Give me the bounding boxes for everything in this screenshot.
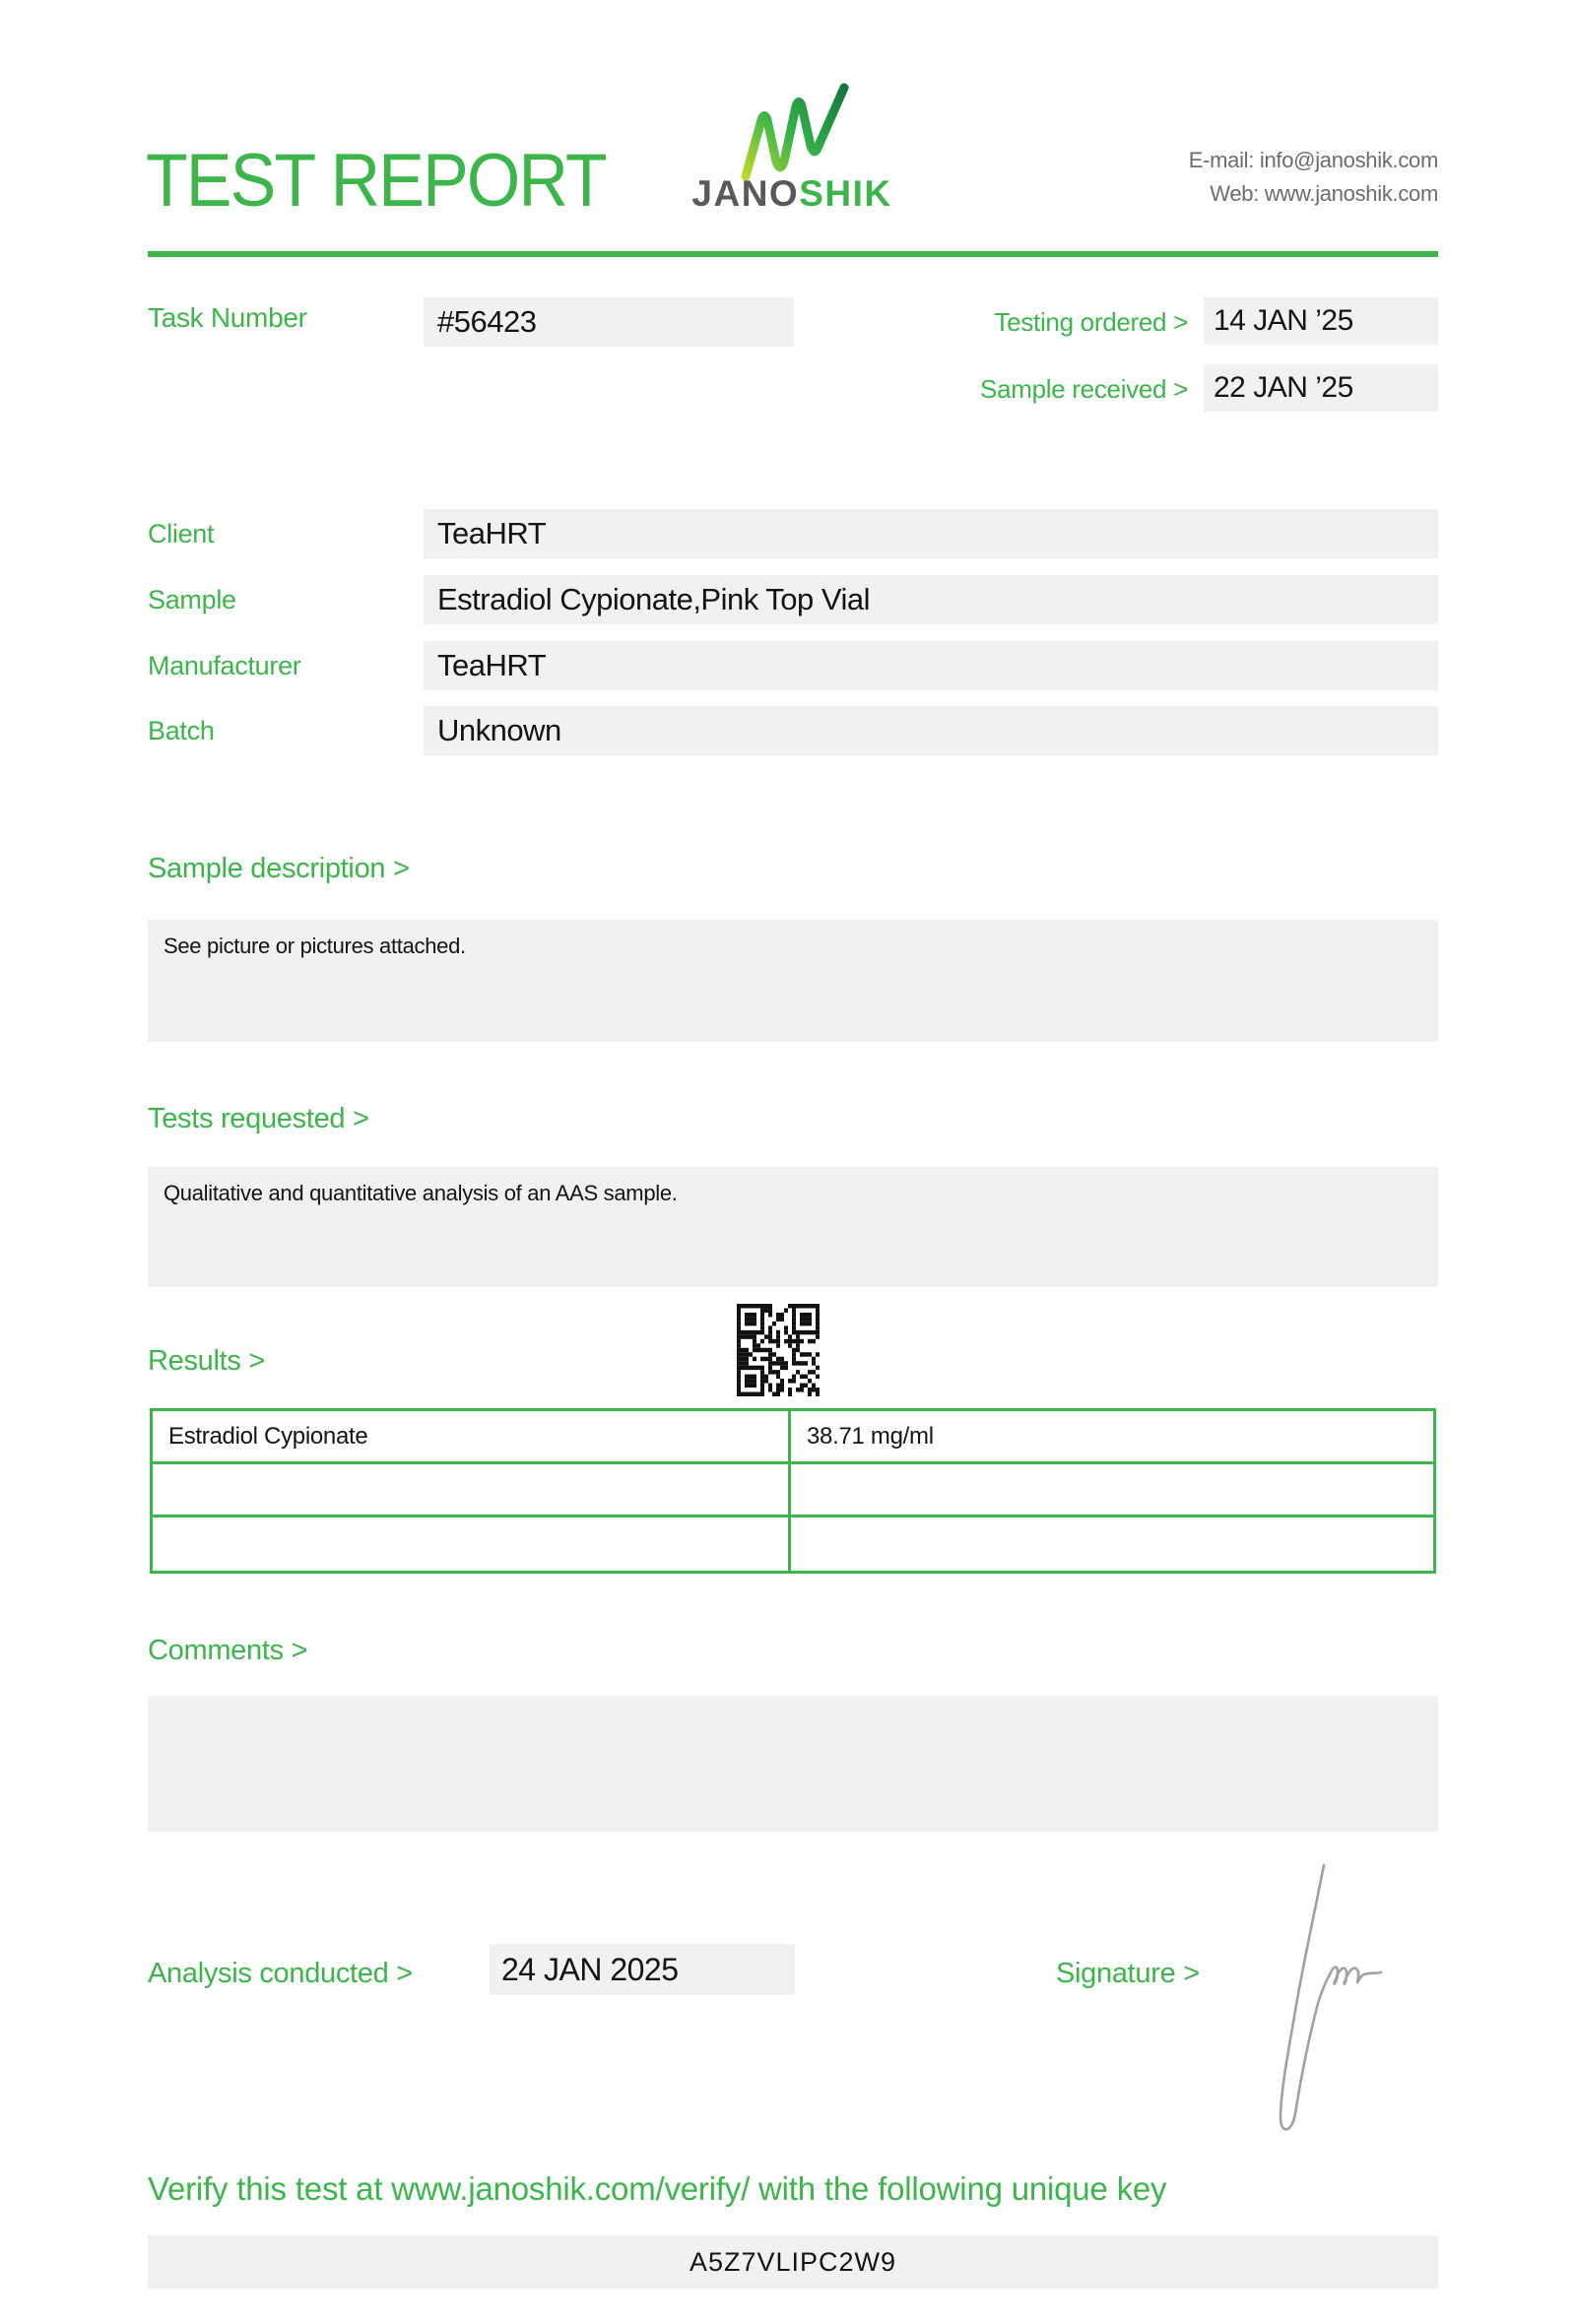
- tests-requested-box: [148, 1167, 1438, 1287]
- verify-instruction: Verify this test at www.janoshik.com/verify/ with the following unique key: [148, 2170, 1167, 2207]
- results-heading: Results >: [148, 1345, 265, 1377]
- testing-ordered-date: 14 JAN ’25: [1214, 304, 1353, 337]
- verify-key: A5Z7VLIPC2W9: [689, 2246, 897, 2277]
- comments-heading: Comments >: [148, 1635, 308, 1666]
- result-analyte-cell: [153, 1517, 791, 1571]
- result-analyte-cell: Estradiol Cypionate: [153, 1411, 791, 1464]
- page-title: TEST REPORT: [146, 139, 606, 223]
- analysis-date: 24 JAN 2025: [501, 1951, 679, 1987]
- sample-description-text: See picture or pictures attached.: [164, 934, 466, 958]
- manufacturer-value: TeaHRT: [437, 648, 547, 682]
- result-analyte-cell: [153, 1464, 791, 1517]
- signature-label: Signature >: [1056, 1958, 1200, 1989]
- manufacturer-label: Manufacturer: [148, 651, 301, 680]
- tests-requested-text: Qualitative and quantitative analysis of an AAS sample.: [164, 1181, 678, 1205]
- results-table: [150, 1408, 1436, 1574]
- result-value-cell: [791, 1464, 1433, 1517]
- sample-description-heading: Sample description >: [148, 853, 410, 884]
- result-value-cell: [791, 1517, 1433, 1571]
- batch-value: Unknown: [437, 713, 561, 747]
- verify-key-box: [148, 2235, 1438, 2289]
- sample-value: Estradiol Cypionate,Pink Top Vial: [437, 582, 871, 616]
- sample-received-label: Sample received >: [980, 374, 1188, 404]
- analysis-conducted-label: Analysis conducted >: [148, 1958, 413, 1989]
- contact-web: Web: www.janoshik.com: [1210, 181, 1438, 206]
- brand-shik: SHIK: [799, 173, 892, 214]
- task-number-label: Task Number: [148, 302, 307, 333]
- task-number-value: #56423: [437, 304, 537, 339]
- sample-label: Sample: [148, 585, 236, 614]
- task-number-box: [424, 297, 794, 347]
- qr-code: [737, 1304, 820, 1396]
- comments-box: [148, 1696, 1438, 1832]
- contact-email: E-mail: info@janoshik.com: [1188, 148, 1438, 172]
- client-value: TeaHRT: [437, 516, 547, 550]
- header-divider: [148, 251, 1438, 257]
- testing-ordered-box: [1204, 297, 1438, 345]
- comments-text: [148, 1696, 1438, 1723]
- result-value-cell: 38.71 mg/ml: [791, 1411, 1433, 1464]
- sample-received-date: 22 JAN ’25: [1214, 371, 1353, 404]
- sample-received-box: [1204, 364, 1438, 412]
- brand-jano: JANO: [691, 173, 800, 214]
- testing-ordered-label: Testing ordered >: [994, 307, 1188, 337]
- analysis-date-box: [490, 1944, 795, 1995]
- sample-box: [424, 575, 1438, 624]
- janoshik-chart-logo-icon: [739, 81, 853, 187]
- tests-requested-heading: Tests requested >: [148, 1103, 369, 1134]
- contact-block: [1189, 144, 1438, 211]
- manufacturer-box: [424, 641, 1438, 690]
- batch-label: Batch: [148, 716, 215, 745]
- client-label: Client: [148, 519, 215, 549]
- client-box: [424, 509, 1438, 558]
- brand-wordmark: [678, 173, 906, 215]
- signature-scrawl: [1273, 1859, 1391, 2147]
- sample-description-box: [148, 920, 1438, 1042]
- batch-box: [424, 706, 1438, 755]
